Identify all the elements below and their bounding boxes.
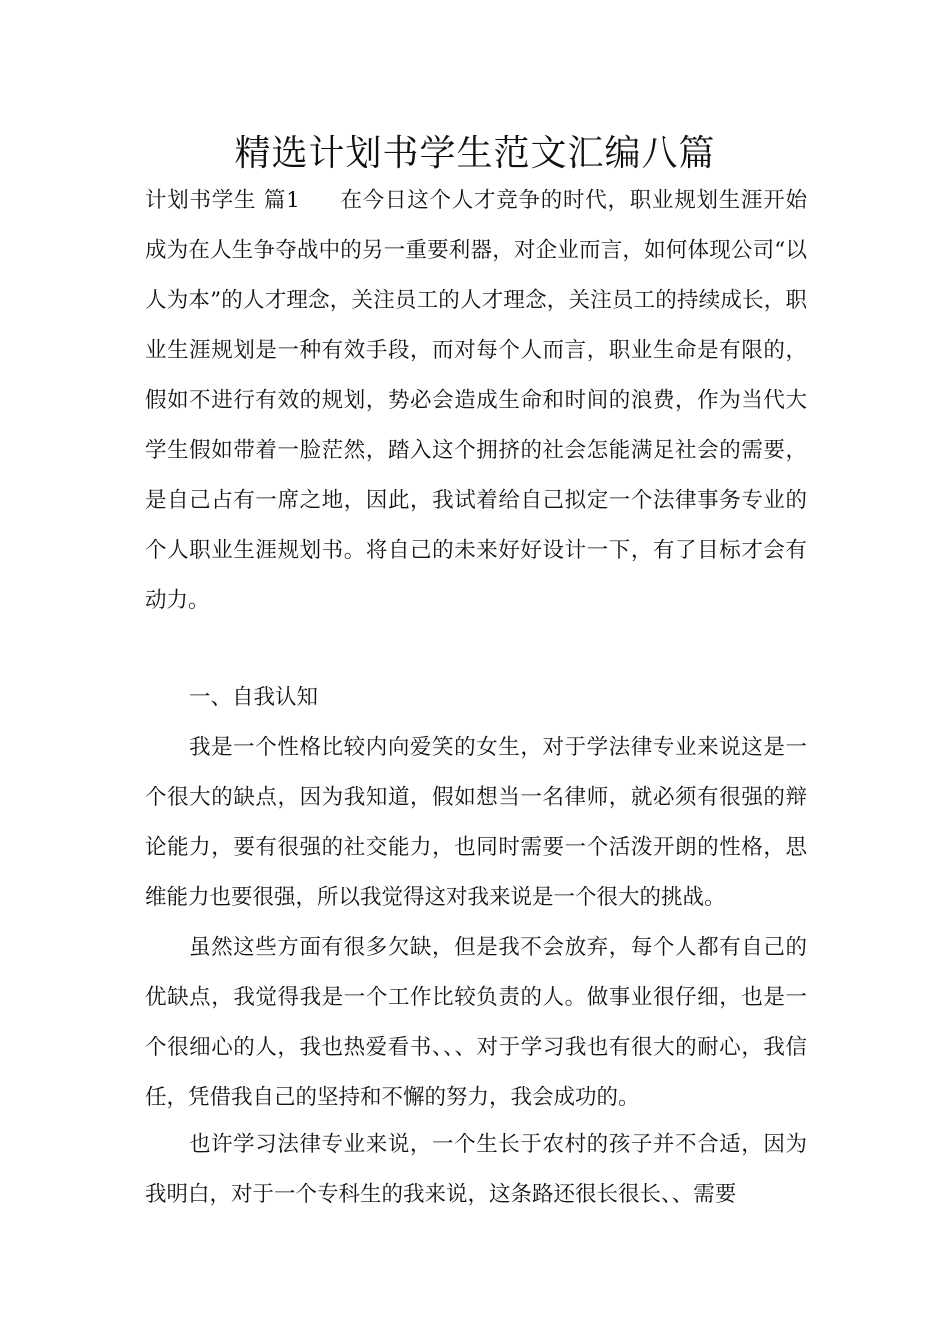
intro-paragraph xyxy=(145,176,807,626)
body-paragraph: 我是一个性格比较内向爱笑的女生，对于学法律专业来说这是一个很大的缺点，因为我知道，假如想当一名律师，就必须有很强的辩论能力，要有很强的社交能力，也同时需要一个活泼开朗的性格，思维能力也要很强，所以我觉得这对我来说是一个很大的挑战。 xyxy=(145,735,807,910)
intro-text: 在今日这个人才竞争的时代，职业规划生涯开始成为在人生争夺战中的另一重要利器，对企业而言，如何体现公司“以人为本”的人才理念，关注员工的人才理念，关注员工的持续成长，职业生涯规划是一种有效手段，而对每个人而言，职业生命是有限的，假如不进行有效的规划，势必会造成生命和时间的浪费，作为当代大学生假如带着一脸茫然，踏入这个拥挤的社会怎能满足社会的需要，是自己占有一席之地，因此，我试着给自己拟定一个法律事务专业的个人职业生涯规划书。将自己的未来好好设计一下，有了目标才会有动力。 xyxy=(145,188,807,613)
section-heading: 一、自我认知 xyxy=(189,685,319,710)
body-paragraph: 虽然这些方面有很多欠缺，但是我不会放弃，每个人都有自己的优缺点，我觉得我是一个工作比较负责的人。做事业很仔细，也是一个很细心的人，我也热爱看书、、、对于学习我也有很大的耐心，我信任，凭借我自己的坚持和不懈的努力，我会成功的。 xyxy=(145,935,807,1110)
body-paragraph: 也许学习法律专业来说，一个生长于农村的孩子并不合适，因为我明白，对于一个专科生的我来说，这条路还很长很长、、需要 xyxy=(145,1132,807,1207)
document-title: 精选计划书学生范文汇编八篇 xyxy=(234,133,716,174)
intro-label: 计划书学生 篇1 xyxy=(145,188,300,213)
